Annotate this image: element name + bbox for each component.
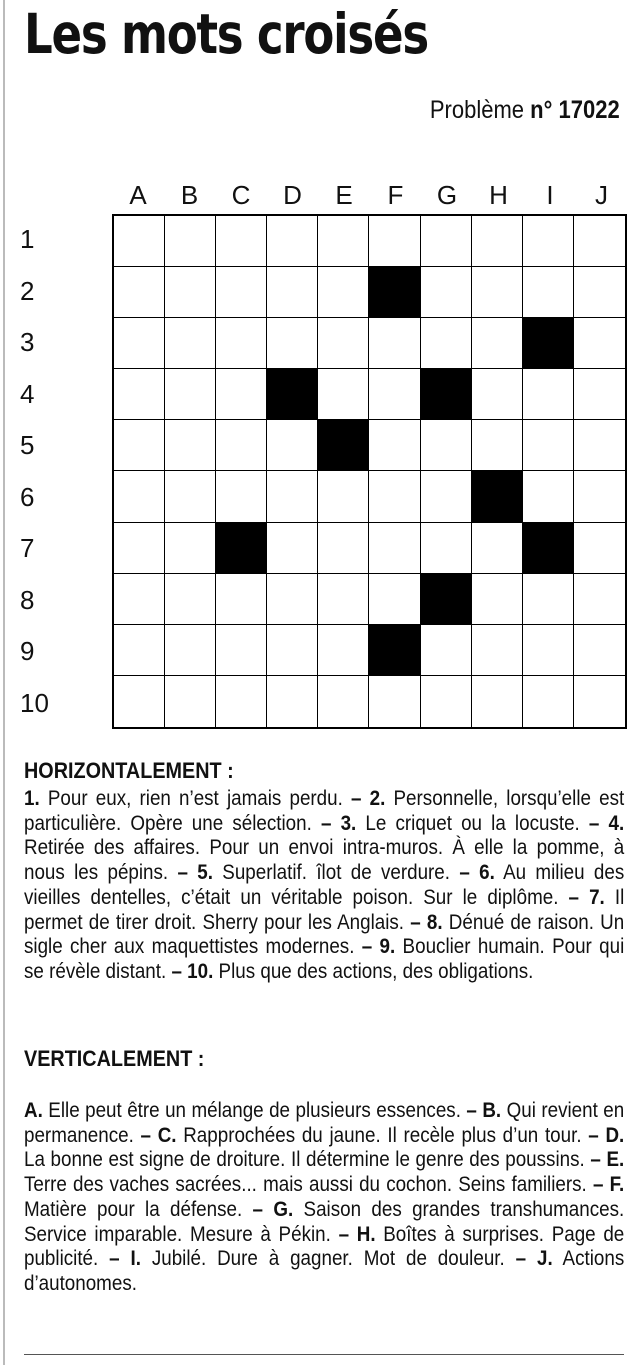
grid-cell[interactable]	[523, 471, 574, 522]
row-header-4: 4	[20, 378, 35, 409]
clue-vertical-8: – H. Boîtes à surprises. Page de publicité.	[24, 1221, 625, 1271]
grid-cell[interactable]	[574, 216, 625, 267]
grid-cell[interactable]	[216, 216, 267, 267]
problem-number-prefix: n°	[530, 96, 553, 124]
grid-cell[interactable]	[369, 318, 420, 369]
grid-cell[interactable]	[421, 523, 472, 574]
grid-cell[interactable]	[216, 369, 267, 420]
clue-text: Bouclier humain. Pour qui se révèle distant.	[24, 934, 625, 983]
clue-vertical-6: – F. Matière pour la défense.	[24, 1172, 625, 1221]
clue-horizontal-1	[24, 786, 343, 810]
clue-horizontal-8: – 8. Dénué de raison. Un sigle cher aux maquettistes modernes.	[24, 909, 625, 959]
clue-text: Retirée des affaires. Pour un envoi intra-muros. À elle la pomme, à nous les pépins.	[24, 835, 625, 885]
grid-cell[interactable]	[318, 523, 369, 574]
clue-text: Jubilé. Dure à gagner. Mot de douleur.	[151, 1246, 505, 1271]
grid-cell[interactable]	[267, 625, 318, 676]
grid-cell[interactable]	[114, 523, 165, 574]
clue-text: Rapprochées du jaune. Il recèle plus d’un tour.	[183, 1122, 582, 1147]
grid-cell[interactable]	[369, 471, 420, 522]
grid-cell[interactable]	[574, 676, 625, 727]
grid-cell[interactable]	[318, 267, 369, 318]
problem-number-value: 17022	[558, 96, 620, 124]
clue-number: 6.	[479, 860, 495, 885]
clue-number: 9.	[379, 934, 396, 959]
grid-cell[interactable]	[216, 574, 267, 625]
clue-vertical-10: – J. Actions d’autonomes.	[24, 1246, 625, 1295]
grid-cell[interactable]	[267, 574, 318, 625]
clue-text: La bonne est signe de droiture. Il détermine le genre des poussins.	[24, 1147, 585, 1172]
vertical-heading: VERTICALEMENT :	[24, 1046, 205, 1071]
clue-text: Actions d’autonomes.	[24, 1246, 625, 1295]
clue-number: F.	[609, 1172, 625, 1197]
clue-horizontal-4: – 4. Retirée des affaires. Pour un envoi intra-muros. À elle la pomme, à nous les pépins.	[24, 810, 625, 885]
grid-cell[interactable]	[165, 676, 216, 727]
grid-cell[interactable]	[574, 318, 625, 369]
row-header-10: 10	[20, 687, 49, 718]
clue-horizontal-3: – 3. Le criquet ou la locuste.	[320, 810, 580, 835]
grid-cell[interactable]	[216, 471, 267, 522]
clue-text: Au milieu des vieilles dentelles, c’était un véritable poison. Sur le diplôme.	[24, 860, 625, 909]
crossword-grid	[112, 214, 627, 729]
column-header-e: E	[335, 180, 353, 210]
row-header-7: 7	[20, 533, 35, 563]
grid-cell[interactable]	[267, 523, 318, 574]
grid-cell[interactable]	[216, 267, 267, 318]
grid-cell[interactable]	[421, 318, 472, 369]
grid-cell[interactable]	[114, 574, 165, 625]
grid-cell[interactable]	[165, 420, 216, 471]
grid-cell[interactable]	[523, 574, 574, 625]
grid-cell[interactable]	[165, 471, 216, 522]
grid-cell-black	[216, 523, 267, 574]
grid-cell[interactable]	[165, 318, 216, 369]
row-header-3: 3	[20, 327, 35, 357]
problem-number	[430, 96, 620, 125]
grid-cell[interactable]	[574, 574, 625, 625]
grid-cell[interactable]	[421, 420, 472, 471]
grid-cell-black	[267, 369, 318, 420]
grid-cell[interactable]	[165, 523, 216, 574]
grid-cell[interactable]	[318, 216, 369, 267]
clue-number: 5.	[197, 860, 213, 885]
grid-cell-black	[369, 625, 420, 676]
clue-horizontal-10: – 10. Plus que des actions, des obligations.	[171, 958, 534, 983]
column-header-a: A	[129, 180, 147, 210]
grid-cell[interactable]	[421, 676, 472, 727]
bottom-rule	[24, 1354, 624, 1355]
grid-cell[interactable]	[216, 676, 267, 727]
grid-cell[interactable]	[267, 267, 318, 318]
page-title: Les mots croisés	[24, 2, 428, 66]
clue-text: Superlatif. îlot de verdure.	[222, 860, 451, 885]
grid-cell[interactable]	[267, 471, 318, 522]
clue-text: Saison des grandes transhumances. Service imparable. Mesure à Pékin.	[24, 1196, 625, 1246]
grid-cell[interactable]	[165, 216, 216, 267]
clue-vertical-1	[24, 1098, 461, 1122]
grid-cell[interactable]	[472, 625, 523, 676]
column-header-f: F	[387, 180, 404, 210]
clue-text: Personnelle, lorsqu’elle est particulière. Opère une sélection.	[24, 786, 625, 835]
grid-cell[interactable]	[574, 471, 625, 522]
clue-text: Pour eux, rien n’est jamais perdu.	[47, 786, 343, 810]
grid-cell[interactable]	[165, 574, 216, 625]
grid-cell[interactable]	[369, 420, 420, 471]
clue-horizontal-2: – 2. Personnelle, lorsqu’elle est particulière. Opère une sélection.	[24, 786, 625, 835]
grid-cell[interactable]	[523, 676, 574, 727]
row-header-1: 1	[20, 224, 35, 254]
grid-cell[interactable]	[523, 625, 574, 676]
clue-horizontal-7: – 7. Il permet de tirer droit. Sherry pour les Anglais.	[24, 884, 625, 934]
clue-horizontal-9: – 9. Bouclier humain. Pour qui se révèle distant.	[24, 934, 625, 983]
horizontal-heading: HORIZONTALEMENT :	[24, 758, 234, 783]
grid-cell[interactable]	[267, 676, 318, 727]
column-header-g: G	[436, 180, 458, 210]
grid-cell[interactable]	[114, 625, 165, 676]
grid-cell[interactable]	[472, 676, 523, 727]
grid-cell[interactable]	[318, 574, 369, 625]
grid-cell-black	[523, 318, 574, 369]
grid-cell-black	[472, 471, 523, 522]
clue-vertical-9: – I. Jubilé. Dure à gagner. Mot de douleur.	[109, 1246, 505, 1271]
clue-text: Terre des vaches sacrées... mais aussi du cochon. Seins familiers.	[24, 1172, 587, 1197]
grid-cell[interactable]	[114, 471, 165, 522]
grid-cell-black	[421, 369, 472, 420]
grid-cell[interactable]	[165, 369, 216, 420]
grid-cell[interactable]	[165, 625, 216, 676]
grid-cell[interactable]	[318, 471, 369, 522]
grid-cell[interactable]	[318, 318, 369, 369]
clue-number: 3.	[340, 810, 357, 835]
grid-cell[interactable]	[369, 676, 420, 727]
clue-text: Elle peut être un mélange de plusieurs essences.	[48, 1098, 461, 1122]
clue-text: Plus que des actions, des obligations.	[218, 958, 534, 983]
grid-cell[interactable]	[267, 420, 318, 471]
clue-number: 4.	[608, 810, 625, 835]
clue-number: 8.	[426, 909, 443, 934]
grid-cell-black	[318, 420, 369, 471]
clue-text: Matière pour la défense.	[24, 1196, 243, 1221]
clue-vertical-2: – B. Qui revient en permanence.	[24, 1098, 625, 1147]
row-header-8: 8	[20, 584, 35, 615]
grid-cell[interactable]	[369, 216, 420, 267]
row-header-9: 9	[20, 636, 35, 666]
grid-cell[interactable]	[114, 369, 165, 420]
grid-cell[interactable]	[472, 318, 523, 369]
grid-cell[interactable]	[318, 369, 369, 420]
grid-cell[interactable]	[523, 267, 574, 318]
column-header-i: I	[546, 180, 554, 210]
grid-cell[interactable]	[114, 420, 165, 471]
grid-cell[interactable]	[216, 625, 267, 676]
grid-cell[interactable]	[472, 369, 523, 420]
grid-cell[interactable]	[267, 318, 318, 369]
grid-cell[interactable]	[267, 216, 318, 267]
grid-cell[interactable]	[472, 574, 523, 625]
clue-text: Boîtes à surprises. Page de publicité.	[24, 1221, 625, 1271]
grid-cell[interactable]	[523, 216, 574, 267]
row-header-2: 2	[20, 275, 35, 306]
column-header-b: B	[180, 180, 199, 210]
grid-cell[interactable]	[114, 216, 165, 267]
grid-cell[interactable]	[369, 369, 420, 420]
grid-cell[interactable]	[114, 676, 165, 727]
grid-cell[interactable]	[318, 676, 369, 727]
row-header-6: 6	[20, 481, 35, 512]
row-header-5: 5	[20, 430, 35, 460]
clue-number: G.	[273, 1196, 294, 1221]
problem-label: Problème	[430, 96, 525, 124]
grid-cell[interactable]	[421, 267, 472, 318]
column-header-d: D	[283, 180, 302, 210]
grid-cell[interactable]	[114, 267, 165, 318]
clue-text: Qui revient en permanence.	[24, 1098, 625, 1147]
grid-cell[interactable]	[421, 471, 472, 522]
clue-number: 10.	[187, 958, 214, 983]
grid-cell[interactable]	[574, 267, 625, 318]
grid-cell[interactable]	[216, 420, 267, 471]
clue-text: Le criquet ou la locuste.	[365, 810, 580, 835]
clue-vertical-4: – D. La bonne est signe de droiture. Il détermine le genre des poussins.	[24, 1122, 625, 1172]
column-header-c: C	[231, 180, 251, 210]
grid-cell[interactable]	[421, 625, 472, 676]
grid-cell[interactable]	[574, 420, 625, 471]
clue-horizontal-5: – 5. Superlatif. îlot de verdure.	[177, 860, 451, 885]
grid-cell[interactable]	[574, 625, 625, 676]
grid-cell[interactable]	[369, 574, 420, 625]
left-margin-rule	[3, 0, 5, 1365]
vertical-clues	[24, 1098, 624, 1296]
clue-horizontal-6: – 6. Au milieu des vieilles dentelles, c’était un véritable poison. Sur le diplôme.	[24, 860, 625, 909]
grid-cell[interactable]	[369, 523, 420, 574]
clue-number: 1.	[24, 786, 40, 810]
grid-cell[interactable]	[472, 420, 523, 471]
clue-number: 2.	[369, 786, 386, 810]
grid-cell[interactable]	[523, 369, 574, 420]
clue-number: E.	[606, 1147, 625, 1172]
grid-cell[interactable]	[216, 318, 267, 369]
clue-vertical-7: – G. Saison des grandes transhumances. Service imparable. Mesure à Pékin.	[24, 1196, 625, 1246]
grid-cell[interactable]	[574, 369, 625, 420]
grid-cell[interactable]	[114, 318, 165, 369]
grid-cell[interactable]	[472, 267, 523, 318]
column-header-j: J	[595, 180, 608, 210]
column-header-h: H	[489, 180, 508, 210]
clue-number: D.	[605, 1122, 625, 1147]
clue-vertical-5: – E. Terre des vaches sacrées... mais aussi du cochon. Seins familiers.	[24, 1147, 625, 1197]
clue-number: J.	[536, 1246, 553, 1271]
grid-cell[interactable]	[318, 625, 369, 676]
grid-cell[interactable]	[472, 523, 523, 574]
horizontal-clues	[24, 786, 624, 984]
clue-number: A.	[24, 1098, 43, 1122]
grid-cell-black	[523, 523, 574, 574]
grid-cell-black	[369, 267, 420, 318]
grid-cell[interactable]	[165, 267, 216, 318]
clue-vertical-3: – C. Rapprochées du jaune. Il recèle plus d’un tour.	[140, 1122, 582, 1147]
clue-number: B.	[482, 1098, 502, 1122]
grid-cell[interactable]	[523, 420, 574, 471]
clue-number: 7.	[589, 884, 605, 909]
grid-cell-black	[421, 574, 472, 625]
clue-number: C.	[157, 1122, 177, 1147]
clue-number: I.	[130, 1246, 141, 1271]
grid-cell[interactable]	[574, 523, 625, 574]
clue-text: Il permet de tirer droit. Sherry pour les Anglais.	[24, 884, 625, 934]
grid-cell[interactable]	[472, 216, 523, 267]
grid-cell[interactable]	[421, 216, 472, 267]
clue-number: H.	[356, 1221, 376, 1246]
clue-text: Dénué de raison. Un sigle cher aux maquettistes modernes.	[24, 909, 625, 959]
